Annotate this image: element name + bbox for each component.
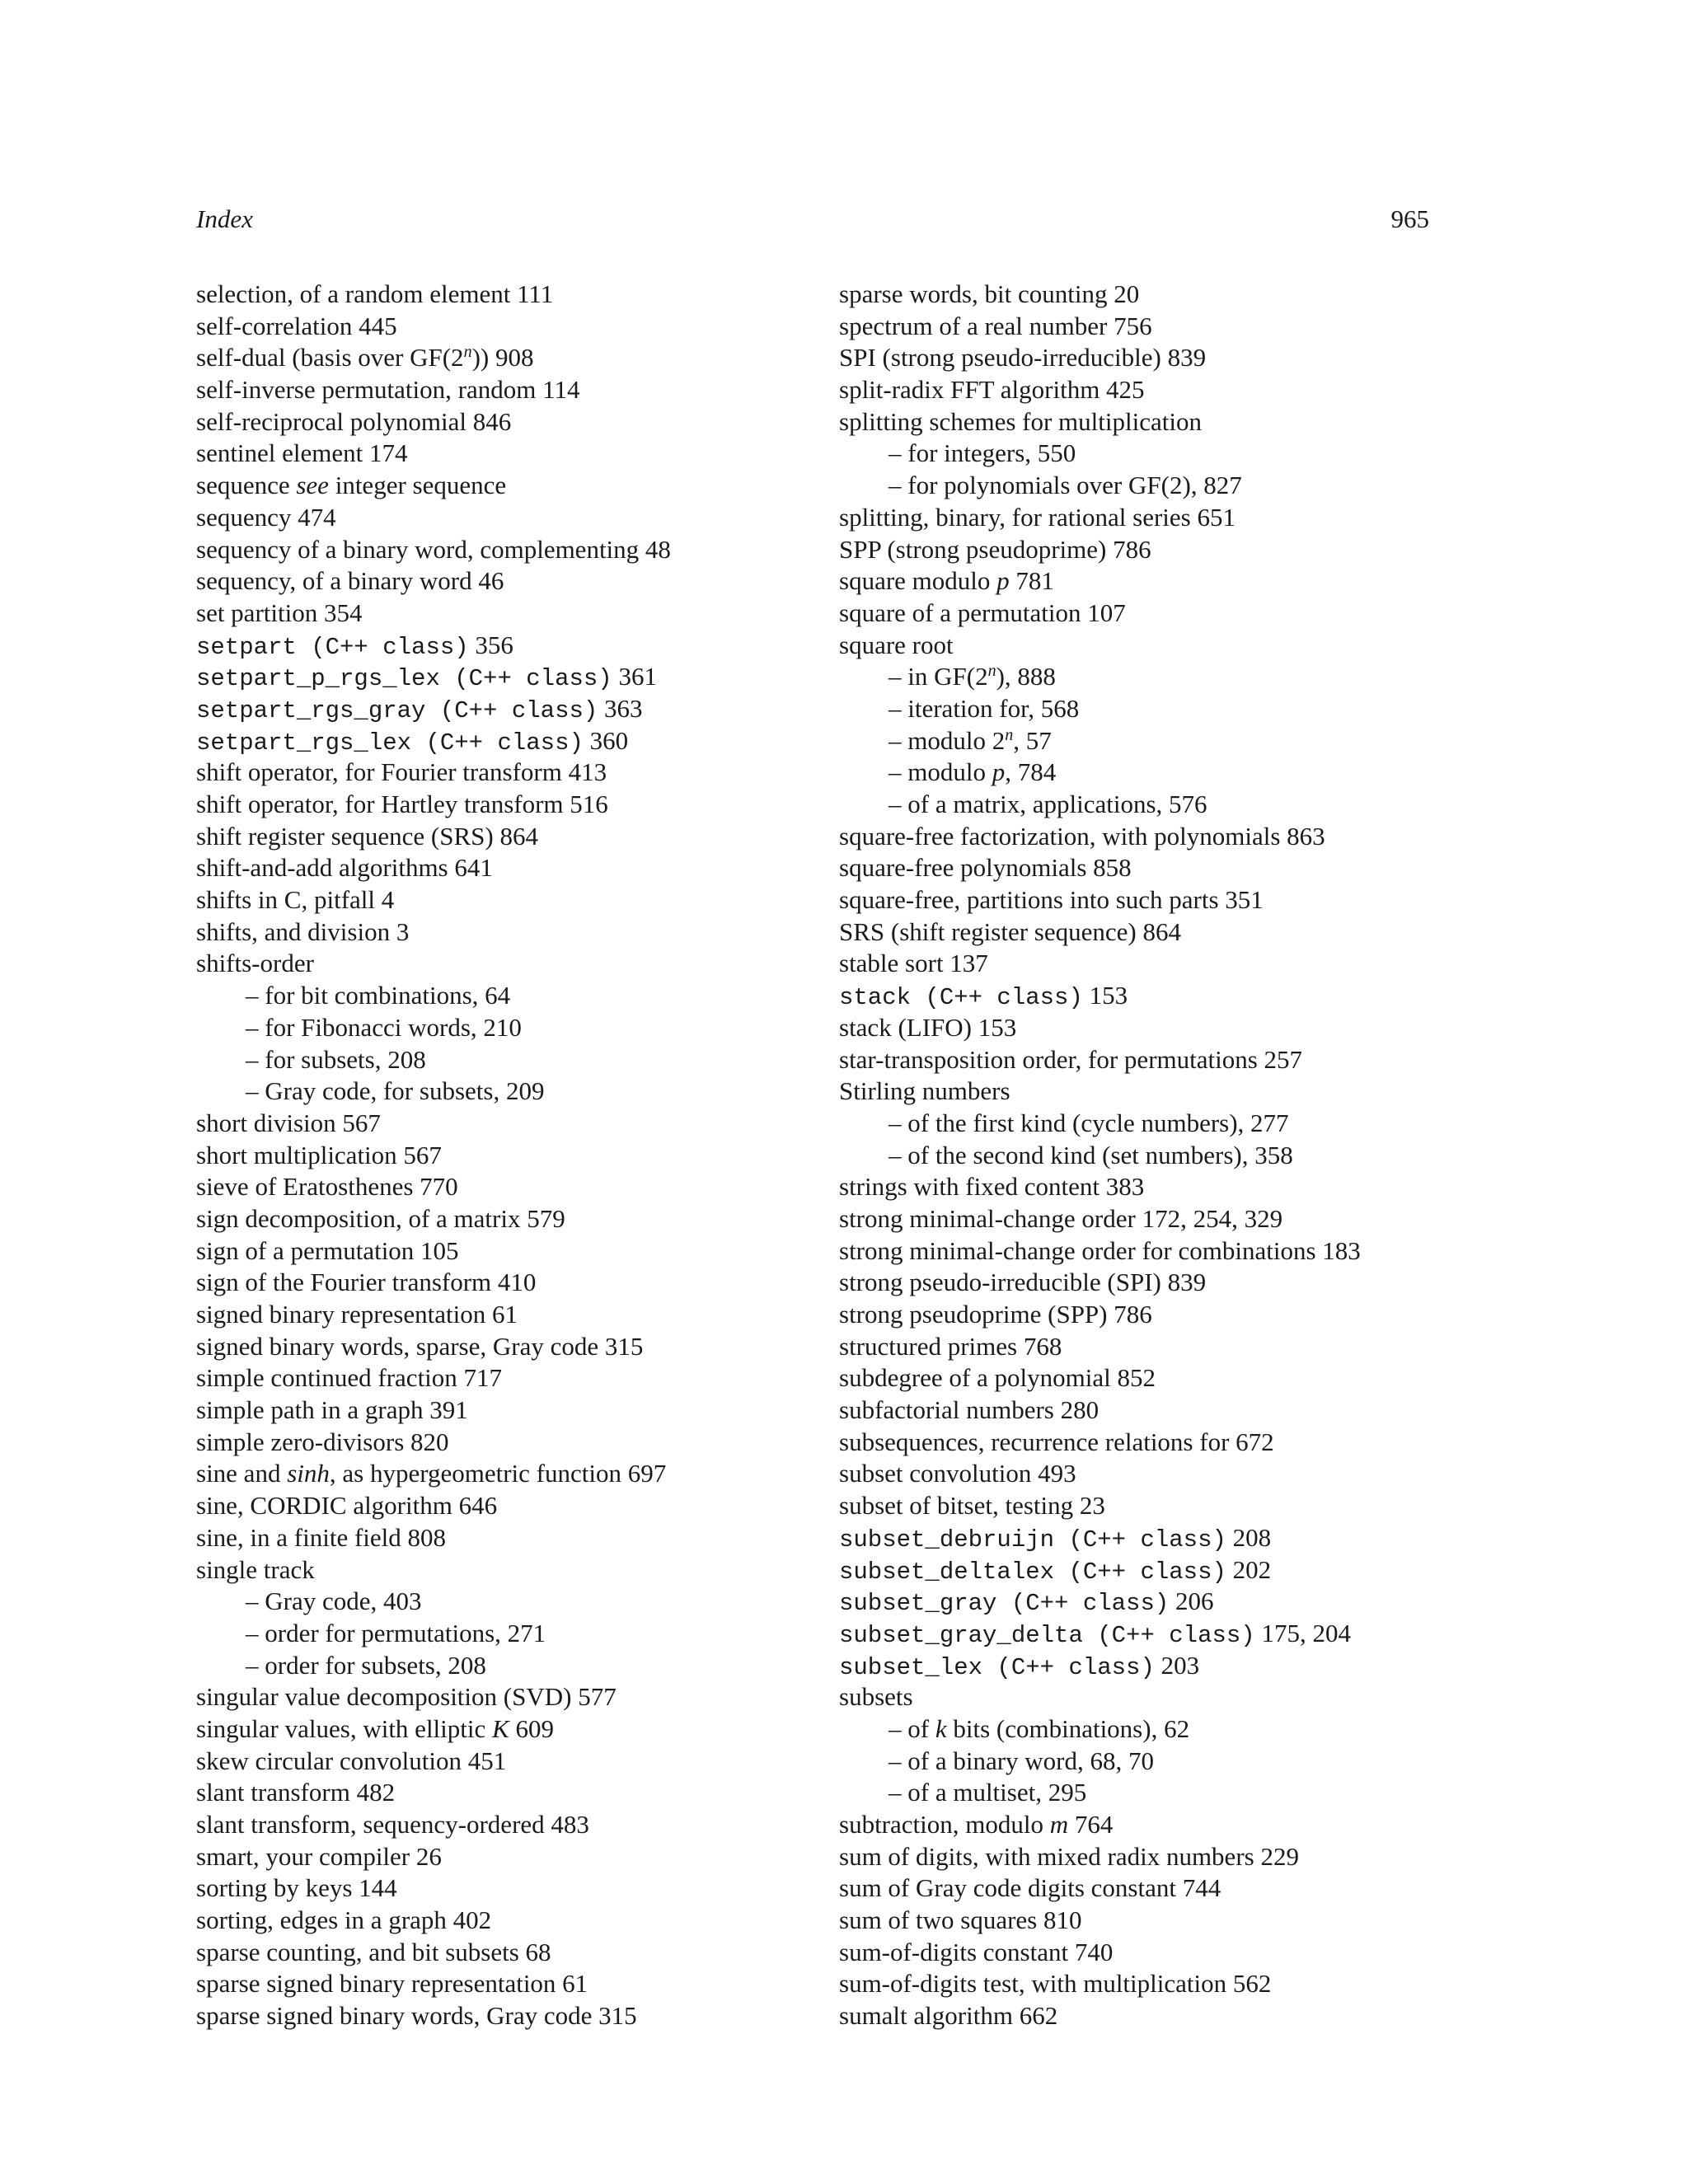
index-entry: [196, 630, 839, 662]
index-entry: [196, 502, 839, 534]
index-subentry: [196, 1012, 839, 1044]
index-entry: [196, 342, 839, 374]
index-entry: [839, 1809, 1482, 1841]
index-entry: [196, 1522, 839, 1554]
entry-text: shift operator, for Fourier transform 413: [196, 757, 607, 787]
index-entry: [196, 2000, 839, 2032]
math-term: see: [296, 471, 329, 500]
index-subentry: [839, 1140, 1482, 1172]
entry-text: sequency of a binary word, complementing 48: [196, 534, 671, 564]
entry-text: selection, of a random element 111: [196, 279, 554, 308]
entry-text: , as hypergeometric function 697: [329, 1459, 667, 1488]
entry-text: sparse signed binary representation 61: [196, 1969, 588, 1999]
entry-text: shift operator, for Hartley transform 516: [196, 790, 608, 818]
entry-text: subdegree of a polynomial 852: [839, 1363, 1156, 1393]
entry-text: spectrum of a real number 756: [839, 311, 1152, 340]
index-entry: [839, 1650, 1482, 1682]
index-entry: [839, 1872, 1482, 1905]
entry-text: – iteration for, 568: [889, 693, 1080, 723]
index-entry: [196, 884, 839, 916]
index-entry: [839, 948, 1482, 980]
entry-text: subtraction, modulo: [839, 1810, 1050, 1839]
entry-text: star-transposition order, for permutations 257: [839, 1044, 1303, 1074]
code-term: subset_gray (C++ class): [839, 1590, 1170, 1618]
index-entry: [196, 534, 839, 566]
index-entry: [839, 1554, 1482, 1586]
index-entry: [839, 1841, 1482, 1873]
index-entry: [839, 1235, 1482, 1268]
entry-text: Stirling numbers: [839, 1076, 1010, 1106]
entry-text: stable sort 137: [839, 949, 988, 978]
code-term: subset_gray_delta (C++ class): [839, 1621, 1255, 1649]
entry-text: sine, CORDIC algorithm 646: [196, 1491, 498, 1521]
entry-text: 202: [1226, 1554, 1272, 1584]
entry-text: – modulo 2: [889, 725, 1006, 755]
index-entry: [196, 1937, 839, 1969]
index-entry: [196, 725, 839, 757]
entry-text: shifts in C, pitfall 4: [196, 885, 395, 915]
entry-text: 153: [1082, 981, 1128, 1010]
entry-text: – for integers, 550: [889, 438, 1076, 468]
index-entry: [196, 1140, 839, 1172]
index-entry: [196, 852, 839, 884]
index-entry: [196, 598, 839, 630]
entry-text: singular values, with elliptic: [196, 1713, 493, 1743]
entry-text: SPI (strong pseudo-irreducible) 839: [839, 343, 1207, 373]
math-term: k: [935, 1713, 947, 1743]
index-entry: [196, 374, 839, 406]
index-entry: [839, 1681, 1482, 1713]
index-entry: [839, 1586, 1482, 1618]
math-term: sinh: [287, 1459, 330, 1488]
index-entry: [196, 1681, 839, 1713]
index-entry: [196, 1905, 839, 1937]
index-entry: [196, 1554, 839, 1586]
index-entry: [196, 1968, 839, 2000]
index-column-left: [196, 279, 839, 2032]
index-entry: [196, 1235, 839, 1268]
entry-text: SRS (shift register sequence) 864: [839, 916, 1181, 946]
index-entry: [839, 2000, 1482, 2032]
index-subentry: [839, 693, 1482, 725]
entry-text: sum of Gray code digits constant 744: [839, 1873, 1221, 1903]
entry-text: sentinel element 174: [196, 438, 408, 468]
index-entry: [839, 1522, 1482, 1554]
code-term: setpart_p_rgs_lex (C++ class): [196, 665, 612, 693]
code-term: subset_lex (C++ class): [839, 1653, 1155, 1681]
index-entry: [196, 693, 839, 725]
entry-text: square-free, partitions into such parts 351: [839, 885, 1264, 915]
entry-text: single track: [196, 1554, 315, 1584]
index-entry: [839, 406, 1482, 438]
index-entry: [196, 1331, 839, 1363]
index-entry: [196, 1809, 839, 1841]
index-entry: [196, 1203, 839, 1235]
entry-text: – in GF(2: [889, 662, 988, 691]
entry-text: self-inverse permutation, random 114: [196, 375, 580, 405]
entry-text: sequency, of a binary word 46: [196, 566, 504, 596]
entry-text: sorting by keys 144: [196, 1873, 397, 1903]
entry-text: )) 908: [471, 343, 534, 373]
index-entry: [196, 757, 839, 789]
entry-text: 609: [509, 1713, 554, 1743]
entry-text: sorting, edges in a graph 402: [196, 1905, 492, 1935]
entry-text: sparse signed binary words, Gray code 315: [196, 2001, 637, 2031]
entry-text: strong pseudoprime (SPP) 786: [839, 1300, 1152, 1329]
index-entry: [839, 821, 1482, 853]
index-entry: [196, 406, 839, 438]
entry-text: splitting, binary, for rational series 651: [839, 502, 1236, 532]
index-entry: [196, 821, 839, 853]
entry-text: square modulo: [839, 566, 997, 596]
index-entry: [196, 1746, 839, 1778]
math-term: K: [492, 1713, 509, 1743]
math-term: n: [463, 343, 472, 362]
index-entry: [839, 565, 1482, 598]
entry-text: – of a binary word, 68, 70: [889, 1746, 1154, 1775]
entry-text: – of a matrix, applications, 576: [889, 790, 1207, 818]
index-entry: [839, 1427, 1482, 1459]
index-subentry: [839, 438, 1482, 470]
index-entry: [839, 1618, 1482, 1650]
entry-text: – modulo: [889, 757, 992, 787]
entry-text: 208: [1226, 1522, 1272, 1552]
index-entry: [839, 1490, 1482, 1522]
entry-text: – of a multiset, 295: [889, 1778, 1087, 1807]
index-entry: [196, 1267, 839, 1299]
index-entry: [839, 1044, 1482, 1076]
index-entry: [839, 1968, 1482, 2000]
index-entry: [196, 438, 839, 470]
index-subentry: [839, 470, 1482, 502]
entry-text: sumalt algorithm 662: [839, 2001, 1058, 2031]
entry-text: strong pseudo-irreducible (SPI) 839: [839, 1268, 1207, 1297]
entry-text: – for bit combinations, 64: [246, 981, 511, 1010]
code-term: setpart (C++ class): [196, 633, 469, 661]
index-subentry: [839, 1713, 1482, 1746]
entry-text: splitting schemes for multiplication: [839, 406, 1202, 436]
math-term: n: [987, 662, 996, 681]
index-entry: [196, 1490, 839, 1522]
entry-text: – order for subsets, 208: [246, 1650, 486, 1680]
entry-text: subfactorial numbers 280: [839, 1395, 1100, 1425]
index-subentry: [196, 980, 839, 1012]
entry-text: – for polynomials over GF(2), 827: [889, 471, 1242, 500]
running-header-title: Index: [196, 204, 253, 233]
entry-text: slant transform, sequency-ordered 483: [196, 1810, 589, 1839]
page-number: 965: [1390, 204, 1429, 233]
entry-text: sequency 474: [196, 502, 336, 532]
entry-text: subset convolution 493: [839, 1459, 1076, 1488]
entry-text: – for Fibonacci words, 210: [246, 1012, 522, 1042]
entry-text: 203: [1154, 1650, 1200, 1680]
entry-text: structured primes 768: [839, 1331, 1062, 1361]
entry-text: 175, 204: [1254, 1618, 1351, 1647]
index-subentry: [839, 757, 1482, 789]
index-subentry: [839, 789, 1482, 821]
entry-text: subset of bitset, testing 23: [839, 1491, 1105, 1521]
code-term: setpart_rgs_lex (C++ class): [196, 729, 584, 757]
entry-text: strong minimal-change order 172, 254, 329: [839, 1203, 1283, 1233]
index-entry: [839, 630, 1482, 662]
entry-text: – order for permutations, 271: [246, 1618, 546, 1647]
entry-text: sequence: [196, 471, 297, 500]
index-subentry: [839, 1777, 1482, 1809]
entry-text: self-correlation 445: [196, 311, 397, 340]
index-entry: [196, 311, 839, 343]
index-entry: [839, 1362, 1482, 1394]
index-entry: [196, 1108, 839, 1140]
entry-text: sparse counting, and bit subsets 68: [196, 1937, 551, 1966]
entry-text: sum-of-digits test, with multiplication 562: [839, 1969, 1272, 1999]
index-subentry: [196, 1076, 839, 1108]
entry-text: simple path in a graph 391: [196, 1395, 468, 1425]
index-entry: [196, 1458, 839, 1490]
entry-text: bits (combinations), 62: [946, 1713, 1190, 1743]
index-entry: [839, 1331, 1482, 1363]
entry-text: , 57: [1013, 725, 1052, 755]
entry-text: slant transform 482: [196, 1778, 396, 1807]
entry-text: strings with fixed content 383: [839, 1172, 1145, 1202]
entry-text: self-dual (basis over GF(2: [196, 343, 464, 373]
index-entry: [839, 1937, 1482, 1969]
index-entry: [196, 1777, 839, 1809]
entry-text: smart, your compiler 26: [196, 1841, 442, 1871]
entry-text: integer sequence: [328, 471, 507, 500]
index-entry: [839, 1458, 1482, 1490]
entry-text: split-radix FFT algorithm 425: [839, 375, 1145, 405]
index-entry: [839, 374, 1482, 406]
entry-text: 363: [598, 693, 643, 723]
index-entry: [839, 1267, 1482, 1299]
code-term: stack (C++ class): [839, 984, 1083, 1012]
index-column-right: [839, 279, 1482, 2032]
index-entry: [839, 1012, 1482, 1044]
index-subentry: [196, 1618, 839, 1650]
index-entry: [839, 311, 1482, 343]
entry-text: sum-of-digits constant 740: [839, 1937, 1114, 1966]
entry-text: square root: [839, 630, 954, 659]
entry-text: sum of two squares 810: [839, 1905, 1082, 1935]
math-term: n: [1005, 725, 1014, 744]
index-entry: [839, 342, 1482, 374]
entry-text: SPP (strong pseudoprime) 786: [839, 534, 1151, 564]
entry-text: short multiplication 567: [196, 1140, 442, 1169]
index-entry: [839, 1203, 1482, 1235]
index-entry: [839, 598, 1482, 630]
entry-text: – Gray code, 403: [246, 1586, 422, 1616]
index-subentry: [839, 1746, 1482, 1778]
entry-text: sum of digits, with mixed radix numbers 229: [839, 1841, 1299, 1871]
entry-text: sieve of Eratosthenes 770: [196, 1172, 458, 1202]
index-entry: [839, 534, 1482, 566]
entry-text: shifts-order: [196, 949, 314, 978]
entry-text: 206: [1169, 1586, 1214, 1616]
entry-text: short division 567: [196, 1108, 381, 1137]
index-entry: [196, 279, 839, 311]
entry-text: ), 888: [996, 662, 1056, 691]
entry-text: sign of the Fourier transform 410: [196, 1268, 537, 1297]
index-entry: [196, 1713, 839, 1746]
index-entry: [196, 470, 839, 502]
index-subentry: [839, 661, 1482, 693]
entry-text: , 784: [1005, 757, 1057, 787]
index-entry: [196, 948, 839, 980]
entry-text: set partition 354: [196, 598, 363, 627]
entry-text: simple zero-divisors 820: [196, 1427, 449, 1456]
entry-text: simple continued fraction 717: [196, 1363, 503, 1393]
index-subentry: [839, 1108, 1482, 1140]
entry-text: 360: [583, 725, 629, 755]
index-entry: [839, 1076, 1482, 1108]
entry-text: singular value decomposition (SVD) 577: [196, 1682, 617, 1712]
index-entry: [196, 1171, 839, 1203]
index-entry: [839, 980, 1482, 1012]
index-entry: [839, 1171, 1482, 1203]
entry-text: shifts, and division 3: [196, 916, 410, 946]
entry-text: square-free factorization, with polynomials 863: [839, 821, 1325, 851]
index-entry: [839, 916, 1482, 949]
entry-text: strong minimal-change order for combinations 183: [839, 1235, 1361, 1265]
entry-text: – of: [889, 1713, 935, 1743]
entry-text: subsets: [839, 1682, 913, 1712]
index-entry: [196, 1872, 839, 1905]
index-entry: [196, 1299, 839, 1331]
code-term: subset_deltalex (C++ class): [839, 1558, 1226, 1586]
entry-text: 356: [468, 630, 513, 659]
index-entry: [196, 1362, 839, 1394]
entry-text: signed binary words, sparse, Gray code 315: [196, 1331, 644, 1361]
entry-text: sparse words, bit counting 20: [839, 279, 1140, 308]
entry-text: signed binary representation 61: [196, 1300, 518, 1329]
index-entry: [839, 1299, 1482, 1331]
index-entry: [196, 916, 839, 949]
entry-text: shift-and-add algorithms 641: [196, 853, 493, 883]
entry-text: sine, in a finite field 808: [196, 1522, 447, 1552]
math-term: p: [992, 757, 1006, 787]
index-entry: [839, 1394, 1482, 1427]
index-entry: [839, 279, 1482, 311]
entry-text: stack (LIFO) 153: [839, 1012, 1017, 1042]
index-entry: [839, 1905, 1482, 1937]
entry-text: sign decomposition, of a matrix 579: [196, 1203, 565, 1233]
index-entry: [196, 789, 839, 821]
index-subentry: [196, 1586, 839, 1618]
math-term: p: [996, 566, 1010, 596]
entry-text: – Gray code, for subsets, 209: [246, 1076, 545, 1106]
entry-text: sign of a permutation 105: [196, 1235, 459, 1265]
entry-text: – of the second kind (set numbers), 358: [889, 1140, 1293, 1169]
entry-text: self-reciprocal polynomial 846: [196, 406, 512, 436]
code-term: subset_debruijn (C++ class): [839, 1526, 1226, 1554]
index-subentry: [839, 725, 1482, 757]
entry-text: 781: [1009, 566, 1054, 596]
entry-text: 361: [612, 662, 657, 691]
entry-text: sine and: [196, 1459, 288, 1488]
code-term: setpart_rgs_gray (C++ class): [196, 696, 598, 724]
entry-text: square-free polynomials 858: [839, 853, 1132, 883]
entry-text: – for subsets, 208: [246, 1044, 426, 1074]
index-entry: [196, 661, 839, 693]
entry-text: square of a permutation 107: [839, 598, 1126, 627]
entry-text: 764: [1068, 1810, 1114, 1839]
index-entry: [196, 565, 839, 598]
entry-text: shift register sequence (SRS) 864: [196, 821, 538, 851]
index-entry: [196, 1427, 839, 1459]
index-entry: [839, 852, 1482, 884]
index-subentry: [196, 1650, 839, 1682]
index-entry: [839, 884, 1482, 916]
index-entry: [839, 502, 1482, 534]
entry-text: – of the first kind (cycle numbers), 277: [889, 1108, 1289, 1137]
entry-text: subsequences, recurrence relations for 672: [839, 1427, 1274, 1456]
index-subentry: [196, 1044, 839, 1076]
index-entry: [196, 1841, 839, 1873]
math-term: m: [1049, 1810, 1069, 1839]
index-entry: [196, 1394, 839, 1427]
entry-text: skew circular convolution 451: [196, 1746, 507, 1775]
